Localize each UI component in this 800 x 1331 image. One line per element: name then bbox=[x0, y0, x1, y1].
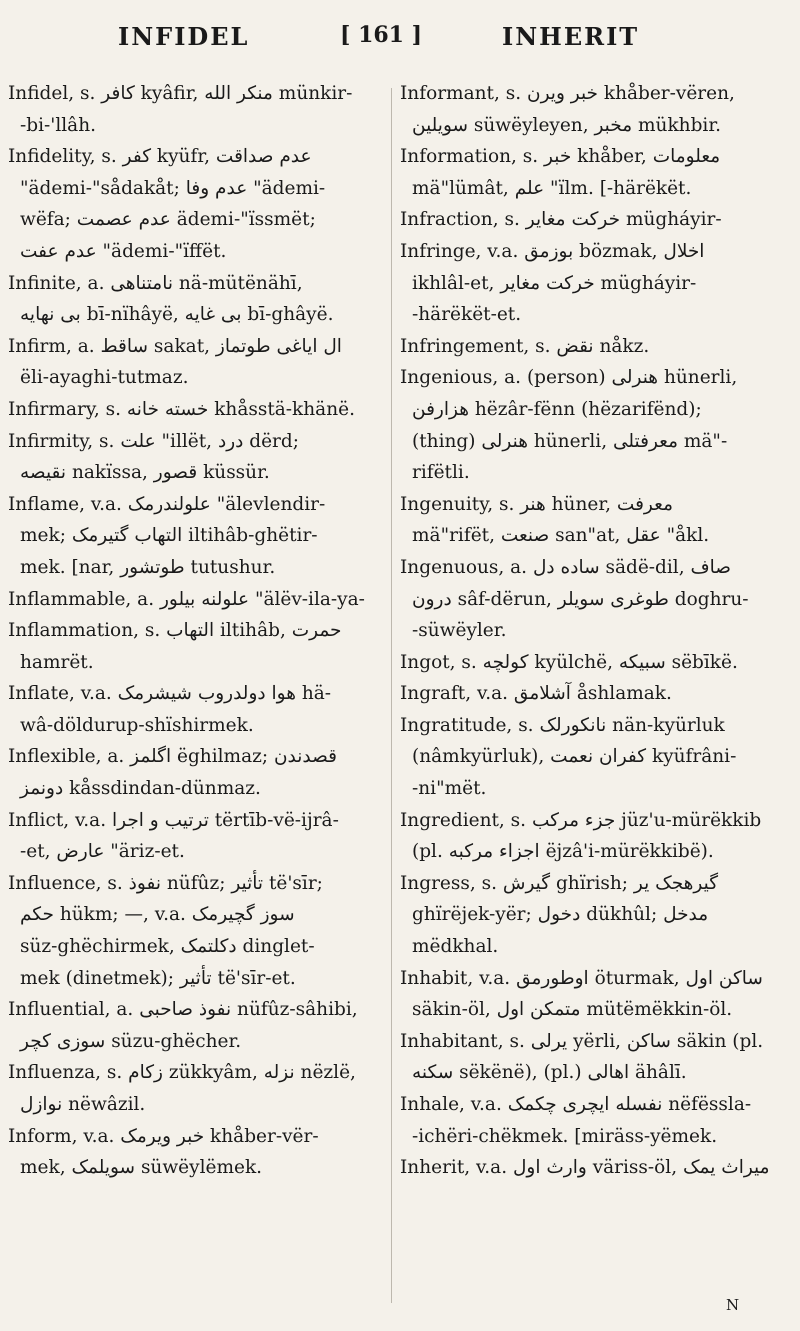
dictionary-line: Ingenuity, s. هنر hüner, معرفت bbox=[400, 493, 673, 515]
dictionary-line: Inflexible, a. اگلمز ëghilmaz; قصدندن bbox=[8, 746, 338, 768]
dictionary-line: ikhlâl-et, خرکت مغایر mügháyir- bbox=[412, 272, 697, 294]
dictionary-line: نقیصه nakïssa, قصور küssür. bbox=[20, 462, 270, 484]
dictionary-line: بی نهایه bī-nïhâyë, بی غایه bī-ghâyë. bbox=[20, 304, 334, 326]
dictionary-line: Influence, s. نفوذ nüfûz; تأثیر të'sīr; bbox=[8, 872, 323, 894]
page-number: [ 161 ] bbox=[340, 22, 423, 48]
dictionary-line: Infraction, s. خرکت مغایر mügháyir- bbox=[400, 209, 722, 231]
dictionary-line: Inhabit, v.a. اوطورمق öturmak, ساکن اول bbox=[400, 967, 763, 989]
dictionary-line: Inflammable, a. علولنه بیلور "älëv-ila-ya- bbox=[8, 588, 365, 610]
dictionary-line: ghïrëjek-yër; دخول dükhûl; مدخل bbox=[412, 904, 709, 926]
dictionary-line: ëli-ayaghi-tutmaz. bbox=[20, 367, 189, 389]
dictionary-line: (nâmkyürluk), کفران نعمت kyüfrâni- bbox=[412, 746, 737, 768]
dictionary-line: حکم hükm; —, v.a. سوز گچیرمک bbox=[20, 904, 295, 926]
dictionary-line: -ni"mët. bbox=[412, 778, 487, 800]
dictionary-line: Ingraft, v.a. آشلامق åshlamak. bbox=[400, 683, 672, 705]
dictionary-line: درون sâf-dërun, طوغری سویلر doghru- bbox=[412, 588, 749, 610]
dictionary-line: wâ-döldurup-shïshirmek. bbox=[20, 714, 254, 736]
right-column bbox=[400, 78, 776, 1184]
dictionary-line: Ingress, s. گیرش ghïrish; گیرهجک یر bbox=[400, 872, 718, 894]
dictionary-line: mek (dinetmek); تأثیر të'sīr-et. bbox=[20, 967, 296, 989]
dictionary-line: wëfa; عدم عصمت ädemi-"ïssmët; bbox=[20, 209, 316, 231]
dictionary-line: Infringement, s. نقض nåkz. bbox=[400, 335, 650, 357]
dictionary-line: mä"rifët, صنعت san"at, عقل "åkl. bbox=[412, 525, 710, 547]
dictionary-line: سویلین süwëyleyen, مخبر mükhbir. bbox=[412, 114, 722, 136]
dictionary-line: Inflate, v.a. هوا دولدروب شیشرمک hä- bbox=[8, 683, 332, 705]
dictionary-line: Inflame, v.a. علولندرمک "älevlendir- bbox=[8, 493, 326, 515]
dictionary-line: hamrët. bbox=[20, 651, 94, 673]
dictionary-line: Infringe, v.a. بوزمق bözmak, اخلال bbox=[400, 240, 705, 262]
dictionary-line: -härëkët-et. bbox=[412, 304, 522, 326]
dictionary-line: سکنه sëkënë), (pl.) اهالی ähâlī. bbox=[412, 1062, 687, 1084]
dictionary-line: Infirmity, s. علت "illët, درد dërd; bbox=[8, 430, 299, 452]
dictionary-line: Influenza, s. زکام zükkyâm, نزله nëzlë, bbox=[8, 1062, 356, 1084]
dictionary-line: (thing) هنرلی hünerli, معرفتلی mä"- bbox=[412, 430, 728, 452]
dictionary-line: Informant, s. خبر ویرن khåber-vëren, bbox=[400, 83, 735, 104]
dictionary-line: Infidel, s. كافر kyâfir, منكر الله münkir- bbox=[8, 83, 353, 104]
dictionary-line: Influential, a. نفوذ صاحبی nüfûz-sâhibi, bbox=[8, 999, 358, 1021]
dictionary-line: Inform, v.a. خبر ویرمک khåber-vër- bbox=[8, 1125, 319, 1147]
dictionary-line: Inflict, v.a. ترتیب و اجرا tërtīb-vë-ijrâ- bbox=[8, 809, 339, 831]
dictionary-line: Inhabitant, s. یرلی yërli, ساکن säkin (pl. bbox=[400, 1030, 764, 1052]
dictionary-line: هزارفن hëzâr-fënn (hëzarifënd); bbox=[412, 398, 702, 420]
dictionary-line: -bi-'llâh. bbox=[20, 114, 97, 136]
dictionary-line: Inflammation, s. التهاب iltihâb, حمرت bbox=[8, 620, 342, 642]
dictionary-line: Inherit, v.a. وارث اول väriss-öl, میراث یمک bbox=[400, 1157, 770, 1179]
dictionary-line: عدم عفت "ädemi-"ïffët. bbox=[20, 240, 227, 262]
dictionary-line: "ädemi-"sådakåt; عدم وفا "ädemi- bbox=[20, 177, 326, 199]
dictionary-line: rifëtli. bbox=[412, 462, 470, 484]
dictionary-line: دونمز kåssdindan-dünmaz. bbox=[20, 778, 261, 800]
dictionary-line: Inhale, v.a. نفسله ایچری چکمک nëfëssla- bbox=[400, 1094, 752, 1115]
dictionary-line: -ichëri-chëkmek. [miräss-yëmek. bbox=[412, 1125, 718, 1147]
dictionary-line: Infirmary, s. خسته خانه khåsstä-khänë. bbox=[8, 398, 355, 420]
dictionary-line: Ingenuous, a. ساده دل sädë-dil, صاف bbox=[400, 556, 732, 578]
dictionary-line: -süwëyler. bbox=[412, 620, 507, 642]
dictionary-line: Ingot, s. کولچه kyülchë, سبیکه sëbīkë. bbox=[400, 651, 738, 673]
column-divider bbox=[391, 88, 392, 1303]
dictionary-line: Infinite, a. نامتناهی nä-mütënähī, bbox=[8, 272, 303, 294]
dictionary-line: mëdkhal. bbox=[412, 936, 499, 958]
dictionary-line: Ingratitude, s. نانکورلک nän-kyürluk bbox=[400, 714, 725, 736]
dictionary-line: mek; التهاب گتیرمک iltihâb-ghëtir- bbox=[20, 525, 318, 547]
dictionary-line: سوزی کچر süzu-ghëcher. bbox=[20, 1030, 242, 1052]
dictionary-line: mek. [nar, طوتشور tutushur. bbox=[20, 556, 276, 578]
dictionary-line: Infidelity, s. كفر kyüfr, عدم صداقت bbox=[8, 146, 312, 168]
left-column bbox=[8, 78, 384, 1184]
dictionary-line: Ingredient, s. جزء مرکب jüz'u-mürëkkib bbox=[400, 809, 762, 831]
signature-mark: N bbox=[726, 1296, 740, 1314]
dictionary-line: Infirm, a. ساقط sakat, ال ایاغی طوتماز bbox=[8, 335, 342, 357]
header-first-word: INFIDEL bbox=[118, 22, 250, 51]
dictionary-line: نوازل nëwâzil. bbox=[20, 1094, 146, 1115]
page-header bbox=[0, 22, 800, 56]
dictionary-line: säkin-öl, متمکن اول mütëmëkkin-öl. bbox=[412, 999, 733, 1021]
dictionary-line: mä"lümât, علم "ïlm. [-härëkët. bbox=[412, 177, 692, 199]
dictionary-line: Ingenious, a. (person) هنرلی hünerli, bbox=[400, 367, 738, 389]
dictionary-line: -et, عارض "äriz-et. bbox=[20, 841, 185, 863]
dictionary-line: süz-ghëchirmek, دکلتمک dinglet- bbox=[20, 936, 315, 958]
dictionary-line: mek, سویلمک süwëylëmek. bbox=[20, 1157, 263, 1179]
header-last-word: INHERIT bbox=[502, 22, 640, 51]
dictionary-line: Information, s. خبر khåber, معلومات bbox=[400, 146, 721, 168]
dictionary-line: (pl. اجزاء مرکبه ëjzâ'i-mürëkkibë). bbox=[412, 841, 714, 863]
